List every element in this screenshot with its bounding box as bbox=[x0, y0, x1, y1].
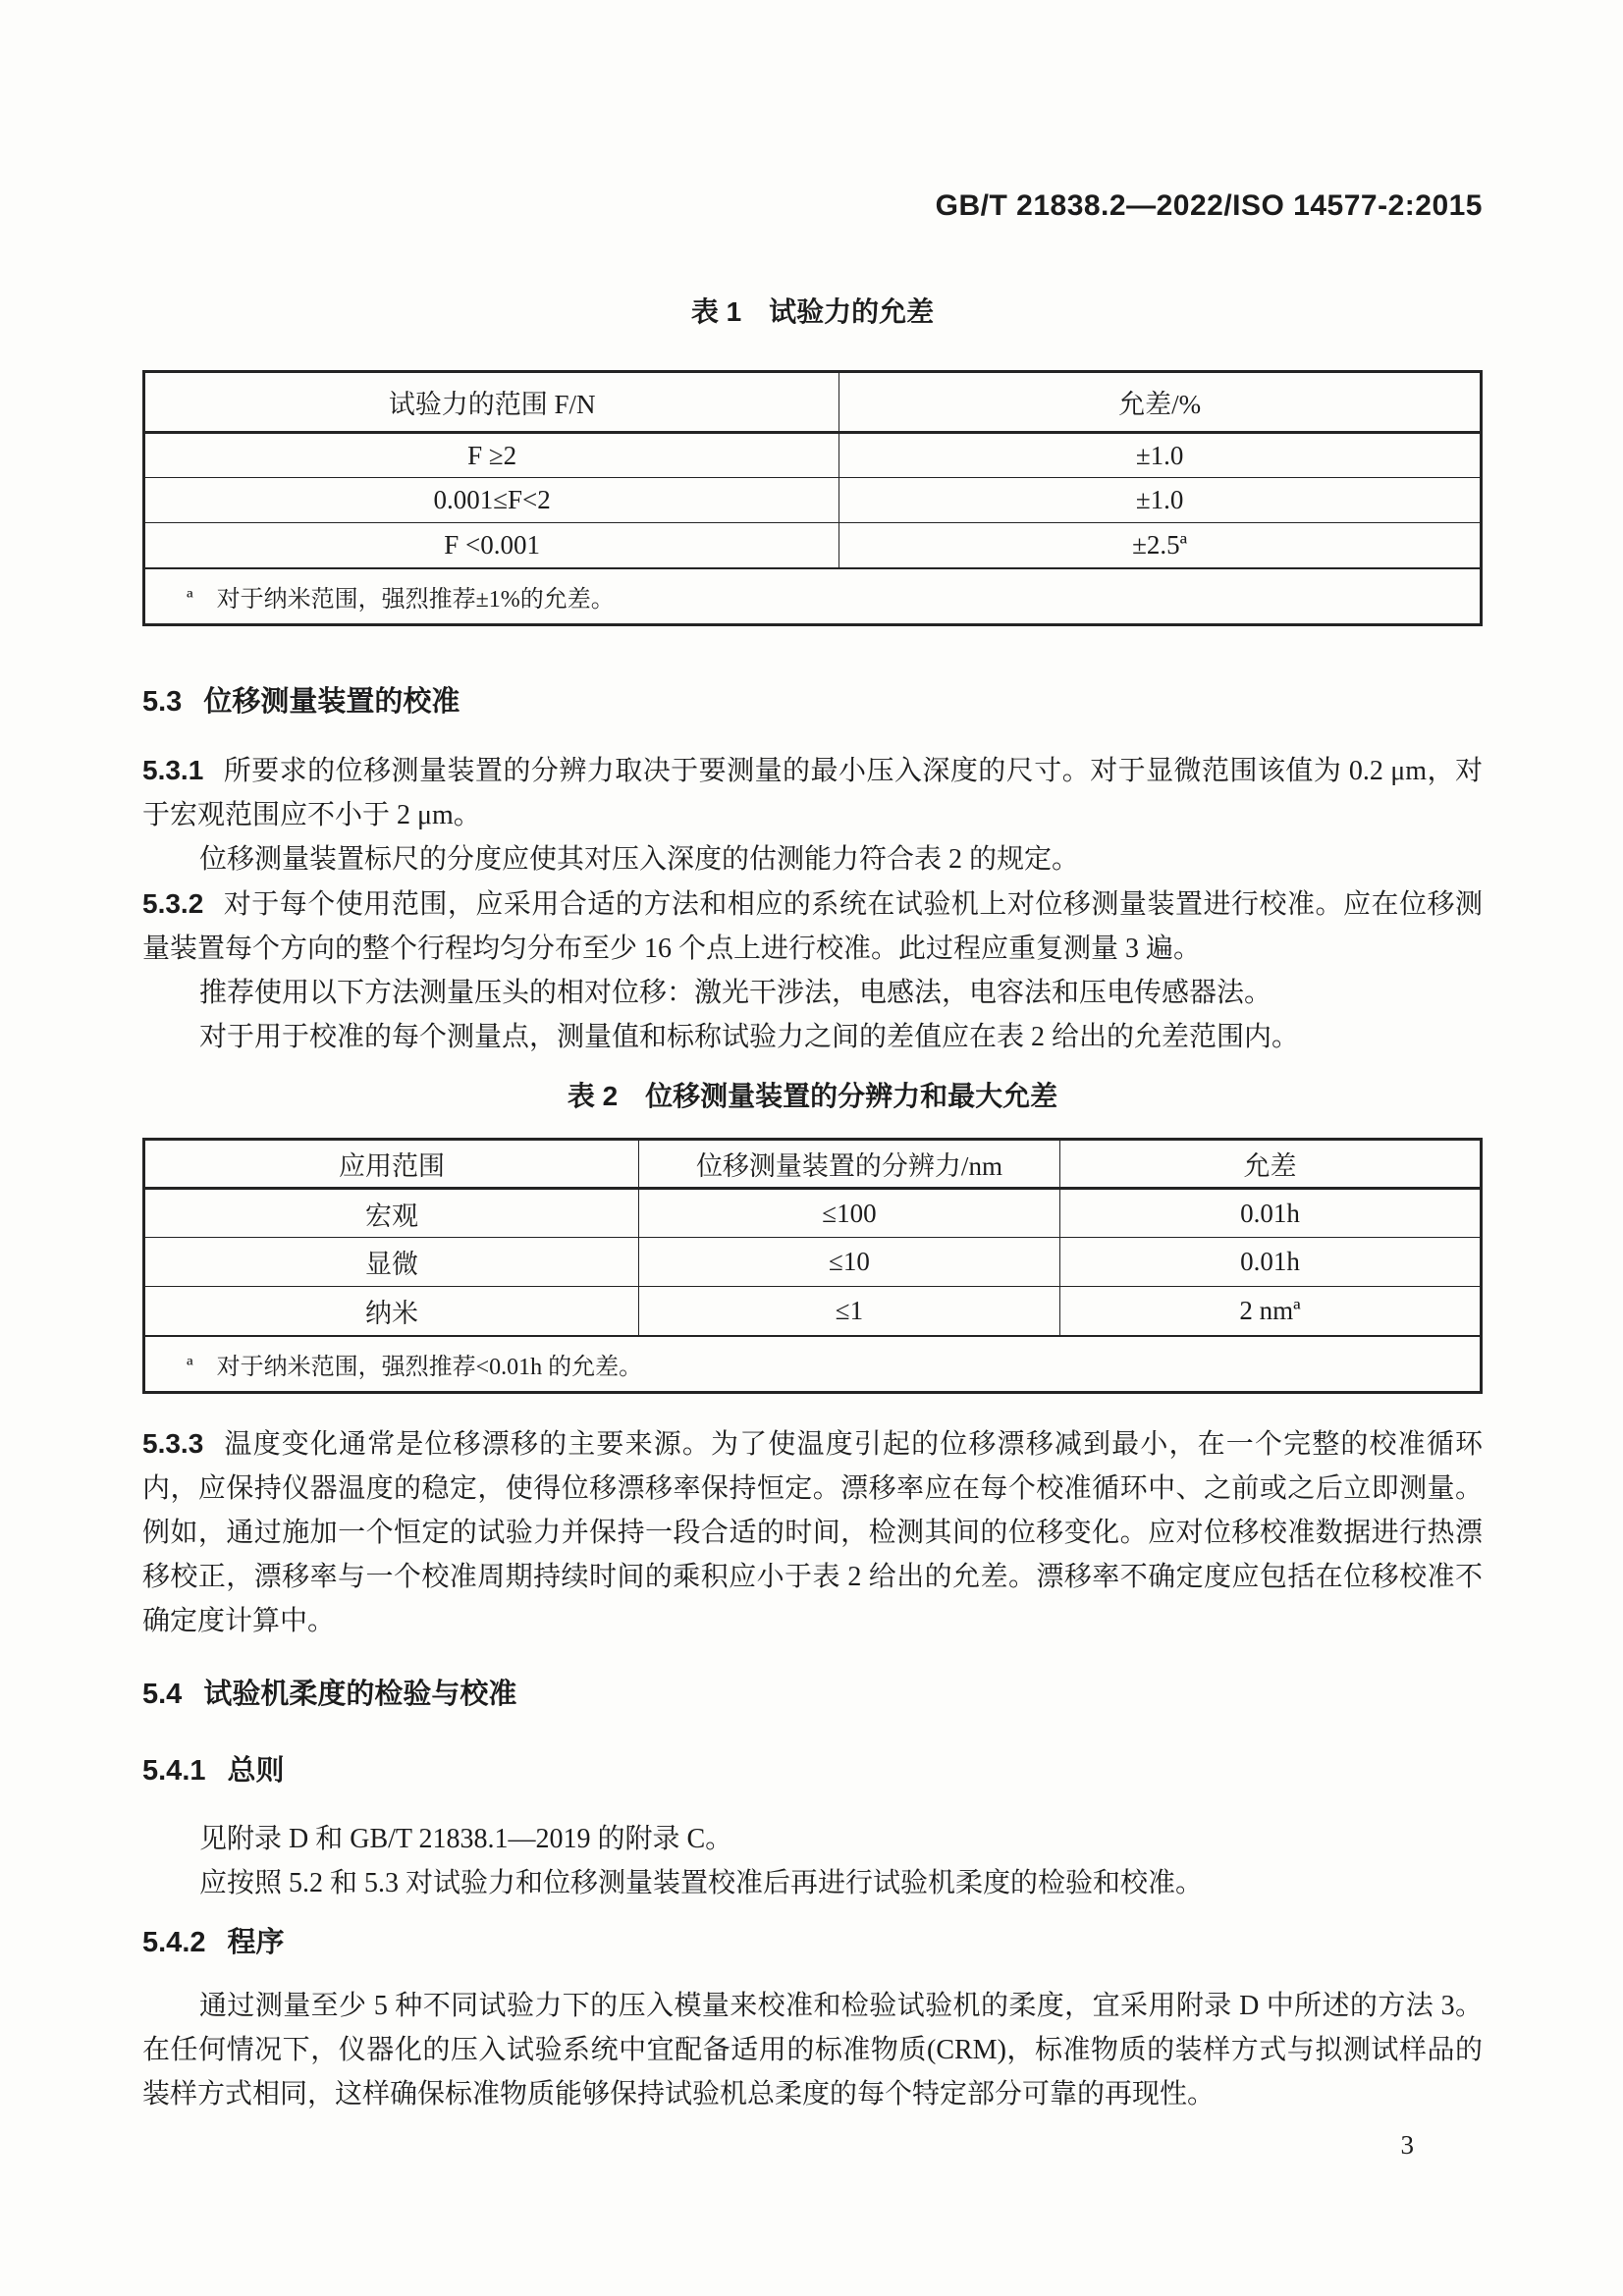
section-5-3-title: 位移测量装置的校准 bbox=[203, 686, 460, 718]
paragraph-5-3-3 bbox=[142, 1421, 1483, 1643]
section-5-4-heading bbox=[142, 1677, 1483, 1712]
section-5-3-number: 5.3 bbox=[142, 686, 183, 718]
paragraph-recommended-methods: 推荐使用以下方法测量压头的相对位移：激光干涉法，电感法，电容法和压电传感器法。 bbox=[199, 978, 1272, 1008]
table2-cell-tolerance-micro: 0.01h bbox=[1059, 1238, 1481, 1287]
table1-caption: 表 1 试验力的允差 bbox=[690, 296, 935, 327]
table2-cell-resolution-nano: ≤1 bbox=[638, 1287, 1059, 1336]
table-row bbox=[144, 478, 1482, 523]
table2-caption: 表 2 位移测量装置的分辨力和最大允差 bbox=[567, 1081, 1058, 1111]
paragraph-after-calibration: 应按照 5.2 和 5.3 对试验力和位移测量装置校准后再进行试验机柔度的检验和校准。 bbox=[199, 1868, 1204, 1898]
table2-cell-resolution-macro: ≤100 bbox=[638, 1189, 1059, 1238]
table2-cell-tolerance-nano: 2 nmª bbox=[1059, 1287, 1481, 1336]
paragraph-5-3-2 bbox=[142, 881, 1483, 971]
table2-cell-range-nano: 纳米 bbox=[144, 1287, 639, 1336]
table1-header-row bbox=[144, 372, 1482, 433]
section-5-4-2-title: 程序 bbox=[227, 1927, 285, 1958]
clause-number-5-3-2: 5.3.2 bbox=[142, 888, 204, 919]
table2-footnote: ª 对于纳米范围，强烈推荐<0.01h 的允差。 bbox=[144, 1336, 1482, 1393]
table2-cell-range-micro: 显微 bbox=[144, 1238, 639, 1287]
table2-cell-tolerance-macro: 0.01h bbox=[1059, 1189, 1481, 1238]
paragraph-5-3-1-text: 所要求的位移测量装置的分辨力取决于要测量的最小压入深度的尺寸。对于显微范围该值为 0.2 μm，对于宏观范围应不小于 2 μm。 bbox=[142, 756, 1483, 830]
page-number: 3 bbox=[1400, 2130, 1414, 2160]
section-5-4-2-number: 5.4.2 bbox=[142, 1927, 206, 1958]
table1-test-force-tolerance bbox=[142, 370, 1483, 626]
section-5-4-2-heading bbox=[142, 1925, 1483, 1960]
section-5-4-1-number: 5.4.1 bbox=[142, 1755, 206, 1787]
section-5-4-1-heading bbox=[142, 1753, 1483, 1789]
table2-cell-resolution-micro: ≤10 bbox=[638, 1238, 1059, 1287]
paragraph-5-3-1 bbox=[142, 748, 1483, 837]
table-row bbox=[144, 1238, 1482, 1287]
table1-footnote-row bbox=[144, 568, 1482, 625]
table2-header-tolerance: 允差 bbox=[1059, 1140, 1481, 1189]
clause-number-5-3-3: 5.3.3 bbox=[142, 1428, 204, 1459]
table1-header-tolerance: 允差/% bbox=[839, 372, 1482, 433]
section-5-4-number: 5.4 bbox=[142, 1679, 183, 1710]
table2-cell-range-macro: 宏观 bbox=[144, 1189, 639, 1238]
standard-number-header: GB/T 21838.2—2022/ISO 14577-2:2015 bbox=[935, 189, 1483, 222]
section-5-4-title: 试验机柔度的检验与校准 bbox=[203, 1679, 517, 1710]
table-row bbox=[144, 523, 1482, 568]
table-row bbox=[144, 1189, 1482, 1238]
table1-footnote: ª 对于纳米范围，强烈推荐±1%的允差。 bbox=[144, 568, 1482, 625]
table2-footnote-row bbox=[144, 1336, 1482, 1393]
paragraph-see-annex: 见附录 D 和 GB/T 21838.1—2019 的附录 C。 bbox=[199, 1824, 733, 1854]
clause-number-5-3-1: 5.3.1 bbox=[142, 755, 204, 785]
table1-cell-range-2: 0.001≤F<2 bbox=[144, 478, 839, 523]
table1-cell-range-3: F <0.001 bbox=[144, 523, 839, 568]
table2-header-application-range: 应用范围 bbox=[144, 1140, 639, 1189]
paragraph-5-3-2-text: 对于每个使用范围，应采用合适的方法和相应的系统在试验机上对位移测量装置进行校准。应在位移测量装置每个方向的整个行程均匀分布至少 16 个点上进行校准。此过程应重复测量 3 遍。 bbox=[142, 889, 1483, 964]
table1-cell-tolerance-2: ±1.0 bbox=[839, 478, 1482, 523]
table-row bbox=[144, 433, 1482, 478]
paragraph-each-measurement-point: 对于用于校准的每个测量点，测量值和标称试验力之间的差值应在表 2 给出的允差范围内。 bbox=[199, 1022, 1300, 1052]
table2-displacement-resolution-tolerance bbox=[142, 1138, 1483, 1394]
section-5-3-heading bbox=[142, 684, 1483, 720]
paragraph-5-3-3-text: 温度变化通常是位移漂移的主要来源。为了使温度引起的位移漂移减到最小，在一个完整的校准循环内，应保持仪器温度的稳定，使得位移漂移率保持恒定。漂移率应在每个校准循环中、之前或之后立即测量。例如，通过施加一个恒定的试验力并保持一段合适的时间，检测其间的位移变化。应对位移校准数据进行热漂移校正，漂移率与一个校准周期持续时间的乘积应小于表 2 给出的允差。漂移率不确定度应包括在位移校准不确定度计算中。 bbox=[142, 1429, 1483, 1636]
table2-header-row bbox=[144, 1140, 1482, 1189]
paragraph-procedure: 通过测量至少 5 种不同试验力下的压入模量来校准和检验试验机的柔度，宜采用附录 D 中所述的方法 3。在任何情况下，仪器化的压入试验系统中宜配备适用的标准物质(CRM)，标准物质的装样方式与拟测试样品的装样方式相同，这样确保标准物质能够保持试验机总柔度的每个特定部分可靠的再现性。 bbox=[142, 1991, 1483, 2109]
table1-cell-tolerance-3: ±2.5ª bbox=[839, 523, 1482, 568]
table-row bbox=[144, 1287, 1482, 1336]
section-5-4-1-title: 总则 bbox=[227, 1755, 285, 1787]
paragraph-scale-division: 位移测量装置标尺的分度应使其对压入深度的估测能力符合表 2 的规定。 bbox=[199, 844, 1080, 875]
table1-header-force-range: 试验力的范围 F/N bbox=[144, 372, 839, 433]
table1-cell-tolerance-1: ±1.0 bbox=[839, 433, 1482, 478]
table2-header-resolution: 位移测量装置的分辨力/nm bbox=[638, 1140, 1059, 1189]
table1-cell-range-1: F ≥2 bbox=[144, 433, 839, 478]
